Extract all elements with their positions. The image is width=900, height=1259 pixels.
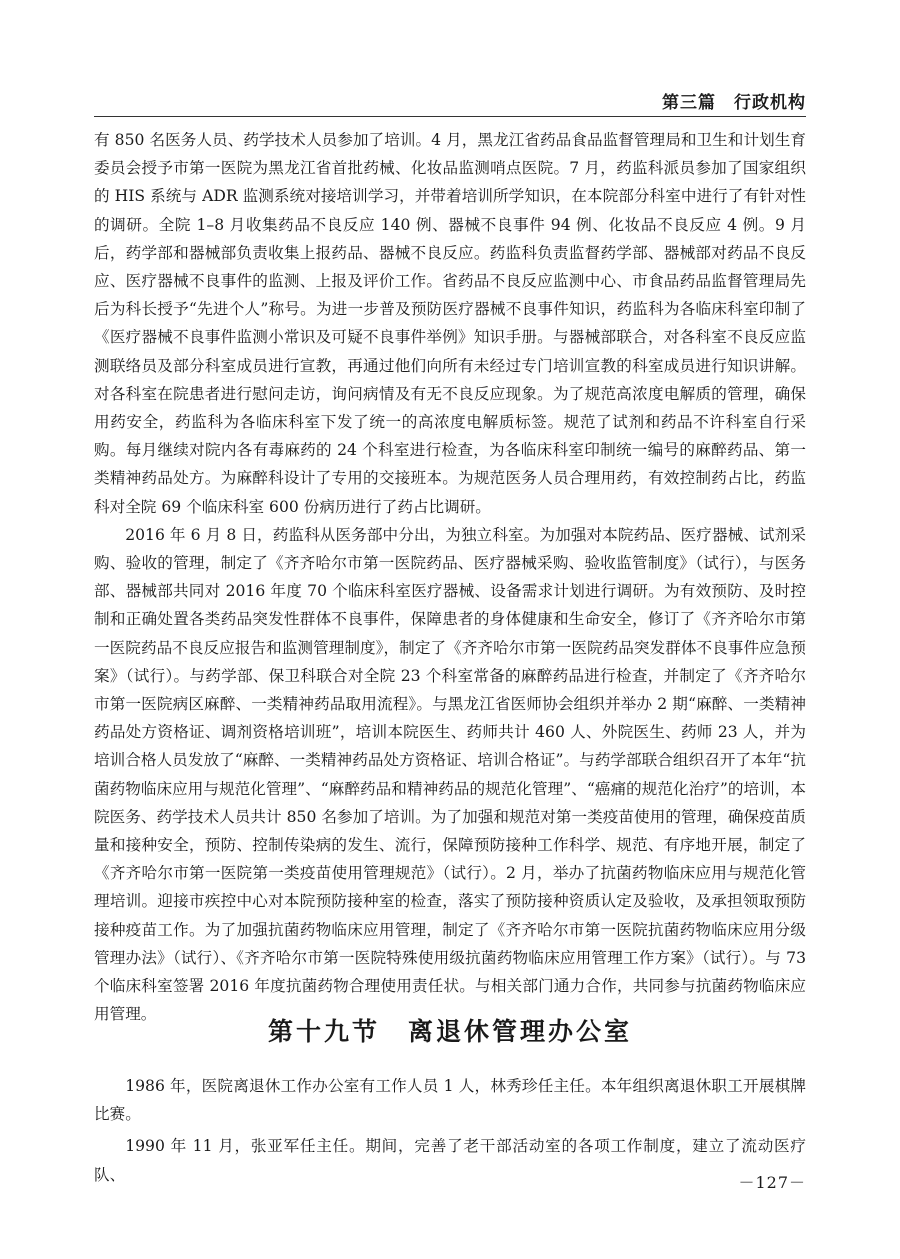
paragraph-1986: 1986 年，医院离退休工作办公室有工作人员 1 人，林秀珍任主任。本年组织离退休职工开展棋牌比赛。	[94, 1077, 806, 1124]
paragraph-2016: 2016 年 6 月 8 日，药监科从医务部中分出，为独立科室。为加强对本院药品、医疗器械、试剂采购、验收的管理，制定了《齐齐哈尔市第一医院药品、医疗器械采购、验收监管制度》（试行），与医务部、器械部共同对 2016 年度 70 个临床科室医疗器械、设备需求计划进行调研。为有效预防、及时控制和正确处置各类药品突发性群体不良事件，保障患者的身体健康和生命安全，修订了《齐齐哈尔市第一医院药品不良反应报告和监测管理制度》，制定了《齐齐哈尔市第一医院药品突发群体不良事件应急预案》（试行）。与药学部、保卫科联合对全院 23 个科室常备的麻醉药品进行检查，并制定了《齐齐哈尔市第一医院病区麻醉、一类精神药品取用流程》。与黑龙江省医师协会组织并举办 2 期“麻醉、一类精神药品处方资格证、调剂资格培训班”，培训本院医生、药师共计 460 人、外院医生、药师 23 人，并为培训合格人员发放了“麻醉、一类精神药品处方资格证、培训合格证”。与药学部联合组织召开了本年“抗菌药物临床应用与规范化管理”、“麻醉药品和精神药品的规范化管理”、“癌痛的规范化治疗”的培训，本院医务、药学技术人员共计 850 名参加了培训。为了加强和规范对第一类疫苗使用的管理，确保疫苗质量和接种安全，预防、控制传染病的发生、流行，保障预防接种工作科学、规范、有序地开展，制定了《齐齐哈尔市第一医院第一类疫苗使用管理规范》（试行）。2 月，举办了抗菌药物临床应用与规范化管理培训。迎接市疾控中心对本院预防接种室的检查，落实了预防接种资质认定及验收，及承担领取预防接种疫苗工作。为了加强抗菌药物临床应用管理，制定了《齐齐哈尔市第一医院抗菌药物临床应用分级管理办法》（试行）、《齐齐哈尔市第一医院特殊使用级抗菌药物临床应用管理工作方案》（试行）。与 73 个临床科室签署 2016 年度抗菌药物合理使用责任状。与相关部门通力合作，共同参与抗菌药物临床应用管理。	[94, 525, 806, 1024]
running-header: 第三篇 行政机构	[662, 93, 806, 113]
page-number: －127－	[738, 1173, 806, 1192]
header-divider	[94, 116, 806, 117]
paragraph-continued: 有 850 名医务人员、药学技术人员参加了培训。4 月，黑龙江省药品食品监督管理局和卫生和计划生育委员会授予市第一医院为黑龙江省首批药械、化妆品监测哨点医院。7 月，药监科派员参加了国家组织的 HIS 系统与 ADR 监测系统对接培训学习，并带着培训所学知识，在本院部分科室中进行了有针对性的调研。全院 1–8 月收集药品不良反应 140 例、器械不良事件 94 例、化妆品不良反应 4 例。9 月后，药学部和器械部负责收集上报药品、器械不良反应。药监科负责监督药学部、器械部对药品不良反应、医疗器械不良事件的监测、上报及评价工作。省药品不良反应监测中心、市食品药品监督管理局先后为科长授予“先进个人”称号。为进一步普及预防医疗器械不良事件知识，药监科为各临床科室印制了《医疗器械不良事件监测小常识及可疑不良事件举例》知识手册。与器械部联合，对各科室不良反应监测联络员及部分科室成员进行宣教，再通过他们向所有未经过专门培训宣教的科室成员进行知识讲解。对各科室在院患者进行慰问走访，询问病情及有无不良反应现象。为了规范高浓度电解质的管理，确保用药安全，药监科为各临床科室下发了统一的高浓度电解质标签。规范了试剂和药品不许科室自行采购。每月继续对院内各有毒麻药的 24 个科室进行检查，为各临床科室印制统一编号的麻醉药品、第一类精神药品处方。为麻醉科设计了专用的交接班本。为规范医务人员合理用药，有效控制药占比，药监科对全院 69 个临床科室 600 份病历进行了药占比调研。	[94, 131, 806, 516]
main-text	[94, 126, 806, 1029]
section-title: 第十九节 离退休管理办公室	[267, 1017, 632, 1046]
paragraph-1990: 1990 年 11 月，张亚军任主任。期间，完善了老干部活动室的各项工作制度，建立了流动医疗队、	[94, 1137, 806, 1184]
section-text	[94, 1072, 806, 1189]
